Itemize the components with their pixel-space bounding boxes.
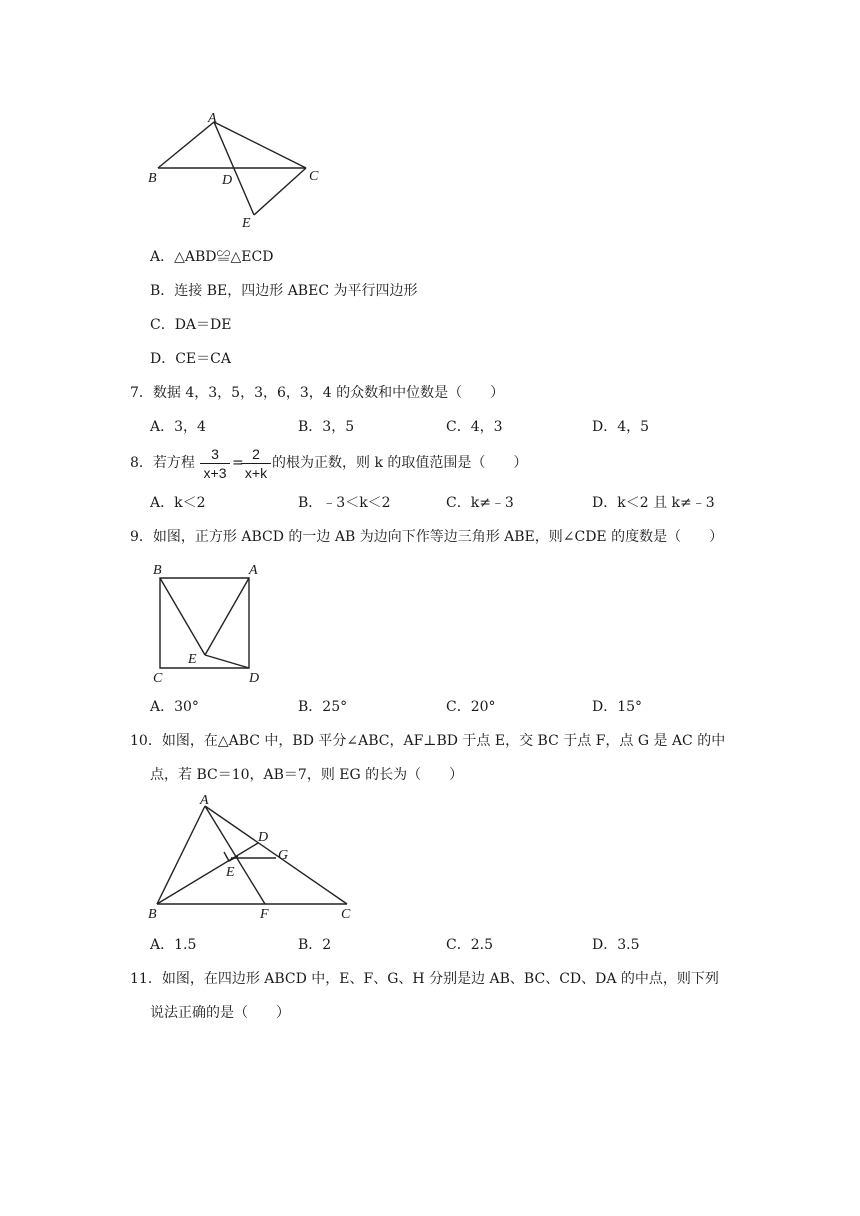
label-E: E <box>226 865 235 880</box>
figure-q10 <box>145 792 365 924</box>
q7-option-b: B．3，5 <box>298 419 355 435</box>
q8-stem-suffix: 的根为正数，则 k 的取值范围是（ ） <box>272 455 528 471</box>
q8-fraction-1-denominator: x+3 <box>203 465 227 481</box>
q8-fraction-1-numerator: 3 <box>200 445 230 464</box>
label-E: E <box>188 652 197 667</box>
q8-fraction-1 <box>200 445 230 482</box>
q8-option-b: B．﹣3＜k＜2 <box>298 495 391 511</box>
figure-q9 <box>145 556 275 688</box>
label-A: A <box>200 793 209 808</box>
q8-option-c: C．k≠﹣3 <box>446 495 514 511</box>
q6-option-b: B．连接 BE，四边形 ABEC 为平行四边形 <box>150 283 418 299</box>
q8-equals: = <box>232 455 244 471</box>
q9-stem: 9．如图，正方形 ABCD 的一边 AB 为边向下作等边三角形 ABE，则∠CDE 的度数是（ ） <box>130 529 724 545</box>
figure-q6 <box>140 108 340 233</box>
label-C: C <box>153 671 163 686</box>
q8-stem-prefix: 8．若方程 <box>130 455 195 471</box>
label-D: D <box>258 830 269 845</box>
q11-stem-line1: 11．如图，在四边形 ABCD 中，E、F、G、H 分别是边 AB、BC、CD、DA 的中点，则下列 <box>130 971 719 987</box>
q9-option-b: B．25° <box>298 699 348 715</box>
label-F: F <box>260 907 269 922</box>
q11-stem-line2: 说法正确的是（ ） <box>150 1005 290 1021</box>
q8-fraction-2 <box>241 445 271 482</box>
q7-stem: 7．数据 4，3，5，3，6，3，4 的众数和中位数是（ ） <box>130 385 505 401</box>
label-E: E <box>242 216 251 231</box>
q8-option-a: A．k＜2 <box>150 495 206 511</box>
label-C: C <box>309 169 319 184</box>
label-D: D <box>249 671 260 686</box>
label-B: B <box>148 907 157 922</box>
q6-option-d: D．CE＝CA <box>150 351 231 367</box>
q8-fraction-2-numerator: 2 <box>241 445 271 464</box>
q10-option-d: D．3.5 <box>592 937 640 953</box>
q9-option-d: D．15° <box>592 699 643 715</box>
label-D: D <box>222 173 233 188</box>
q9-option-c: C．20° <box>446 699 496 715</box>
q10-stem-line2: 点，若 BC＝10，AB＝7，则 EG 的长为（ ） <box>150 767 464 783</box>
q9-option-a: A．30° <box>150 699 199 715</box>
label-A: A <box>208 111 217 126</box>
q8-fraction-2-denominator: x+k <box>244 465 268 481</box>
label-A: A <box>249 563 258 578</box>
q10-option-b: B．2 <box>298 937 332 953</box>
q7-option-c: C．4，3 <box>446 419 503 435</box>
q7-option-a: A．3，4 <box>150 419 206 435</box>
label-B: B <box>148 171 157 186</box>
label-B: B <box>153 563 162 578</box>
q10-option-a: A．1.5 <box>150 937 197 953</box>
label-C: C <box>341 907 351 922</box>
q10-stem-line1: 10．如图，在△ABC 中，BD 平分∠ABC，AF⊥BD 于点 E，交 BC 于点 F，点 G 是 AC 的中 <box>130 733 726 749</box>
q8-option-d: D．k＜2 且 k≠﹣3 <box>592 495 715 511</box>
q10-option-c: C．2.5 <box>446 937 493 953</box>
q6-option-a: A．△ABD≌△ECD <box>150 249 274 265</box>
label-G: G <box>278 848 289 863</box>
q7-option-d: D．4，5 <box>592 419 650 435</box>
q6-option-c: C．DA＝DE <box>150 317 232 333</box>
